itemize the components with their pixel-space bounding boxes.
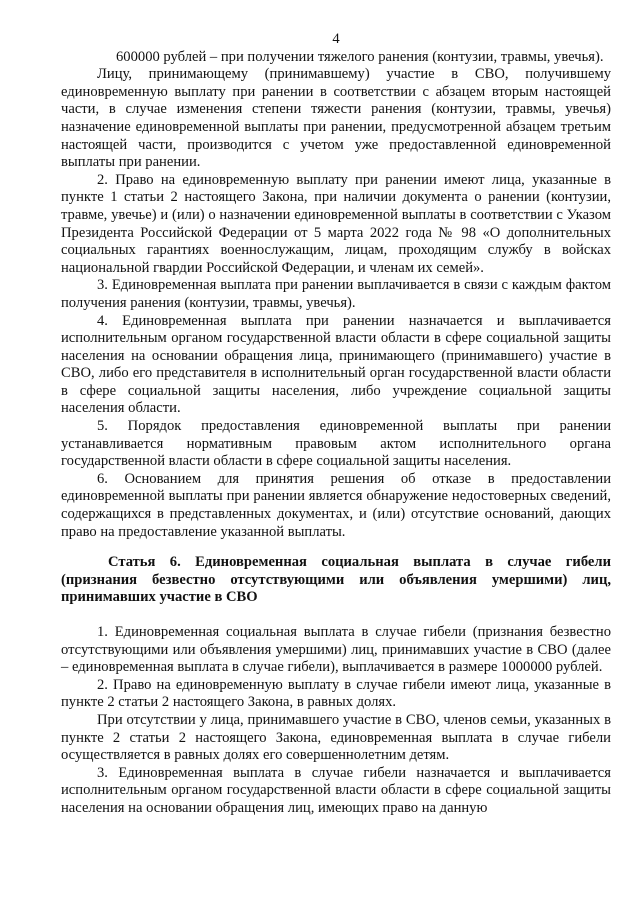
page-number: 4: [332, 31, 340, 47]
paragraph: 1. Единовременная социальная выплата в случае гибели (признания безвестно отсутствующими или объявления умершими) лиц, принимавших участие в СВО (далее – единовременная выплата в случае гибели), выплачивается в размере 1000000 рублей.: [61, 624, 611, 676]
paragraph: 2. Право на единовременную выплату при ранении имеют лица, указанные в пункте 1 статьи 2 настоящего Закона, при наличии документа о ранении (контузии, травме, увечье) и (или) о назначении единовременной выплаты в соответствии с Указом Президента Российской Федерации от 5 марта 2022 года № 98 «О дополнительных социальных гарантиях военнослужащим, лицам, проходящим службу в войсках национальной гвардии Российской Федерации, и членам их семей».: [61, 171, 611, 276]
paragraph: 6. Основанием для принятия решения об отказе в предоставлении единовременной выплаты при ранении является обнаружение недостоверных сведений, содержащихся в представленных документах, и (или) отсутствие оснований, дающих право на предоставление указанной выплаты.: [61, 470, 611, 540]
paragraph: 5. Порядок предоставления единовременной выплаты при ранении устанавливается нормативным правовым актом исполнительного органа государственной власти области в сфере социальной защиты населения.: [61, 418, 611, 470]
article-heading: Статья 6. Единовременная социальная выплата в случае гибели (признания безвестно отсутствующими или объявления умершими) лиц, принимавших участие в СВО: [61, 554, 611, 606]
paragraph: При отсутствии у лица, принимавшего участие в СВО, членов семьи, указанных в пункте 2 статьи 2 настоящего Закона, единовременная выплата в случае гибели осуществляется в равных долях его совершеннолетним детям.: [61, 711, 611, 764]
paragraph: 600000 рублей – при получении тяжелого ранения (контузии, травмы, увечья).: [116, 48, 604, 65]
paragraph: 2. Право на единовременную выплату в случае гибели имеют лица, указанные в пункте 2 статьи 2 настоящего Закона, в равных долях.: [61, 676, 611, 711]
paragraph: 3. Единовременная выплата в случае гибели назначается и выплачивается исполнительным органом государственной власти области в сфере социальной защиты населения на основании обращения лиц, имеющих право на данную: [61, 764, 611, 816]
paragraph: 4. Единовременная выплата при ранении назначается и выплачивается исполнительным органом государственной власти области в сфере социальной защиты населения на основании обращения лица, принимающего (принимавшего) участие в СВО, либо его представителя в исполнительный орган государственной власти области в сфере социальной защиты населения, либо учреждение социальной защиты населения области.: [61, 312, 611, 417]
paragraph: Лицу, принимающему (принимавшему) участие в СВО, получившему единовременную выплату при ранении в соответствии с абзацем вторым настоящей части, в случае изменения степени тяжести ранения (контузии, травмы, увечья) назначение единовременной выплаты при ранении, предусмотренной абзацем третьим настоящей части, производится с учетом уже предоставленной единовременной выплаты при ранении.: [61, 66, 611, 171]
document-page: [61, 31, 611, 818]
paragraph: 3. Единовременная выплата при ранении выплачивается в связи с каждым фактом получения ранения (контузии, травмы, увечья).: [61, 277, 611, 311]
